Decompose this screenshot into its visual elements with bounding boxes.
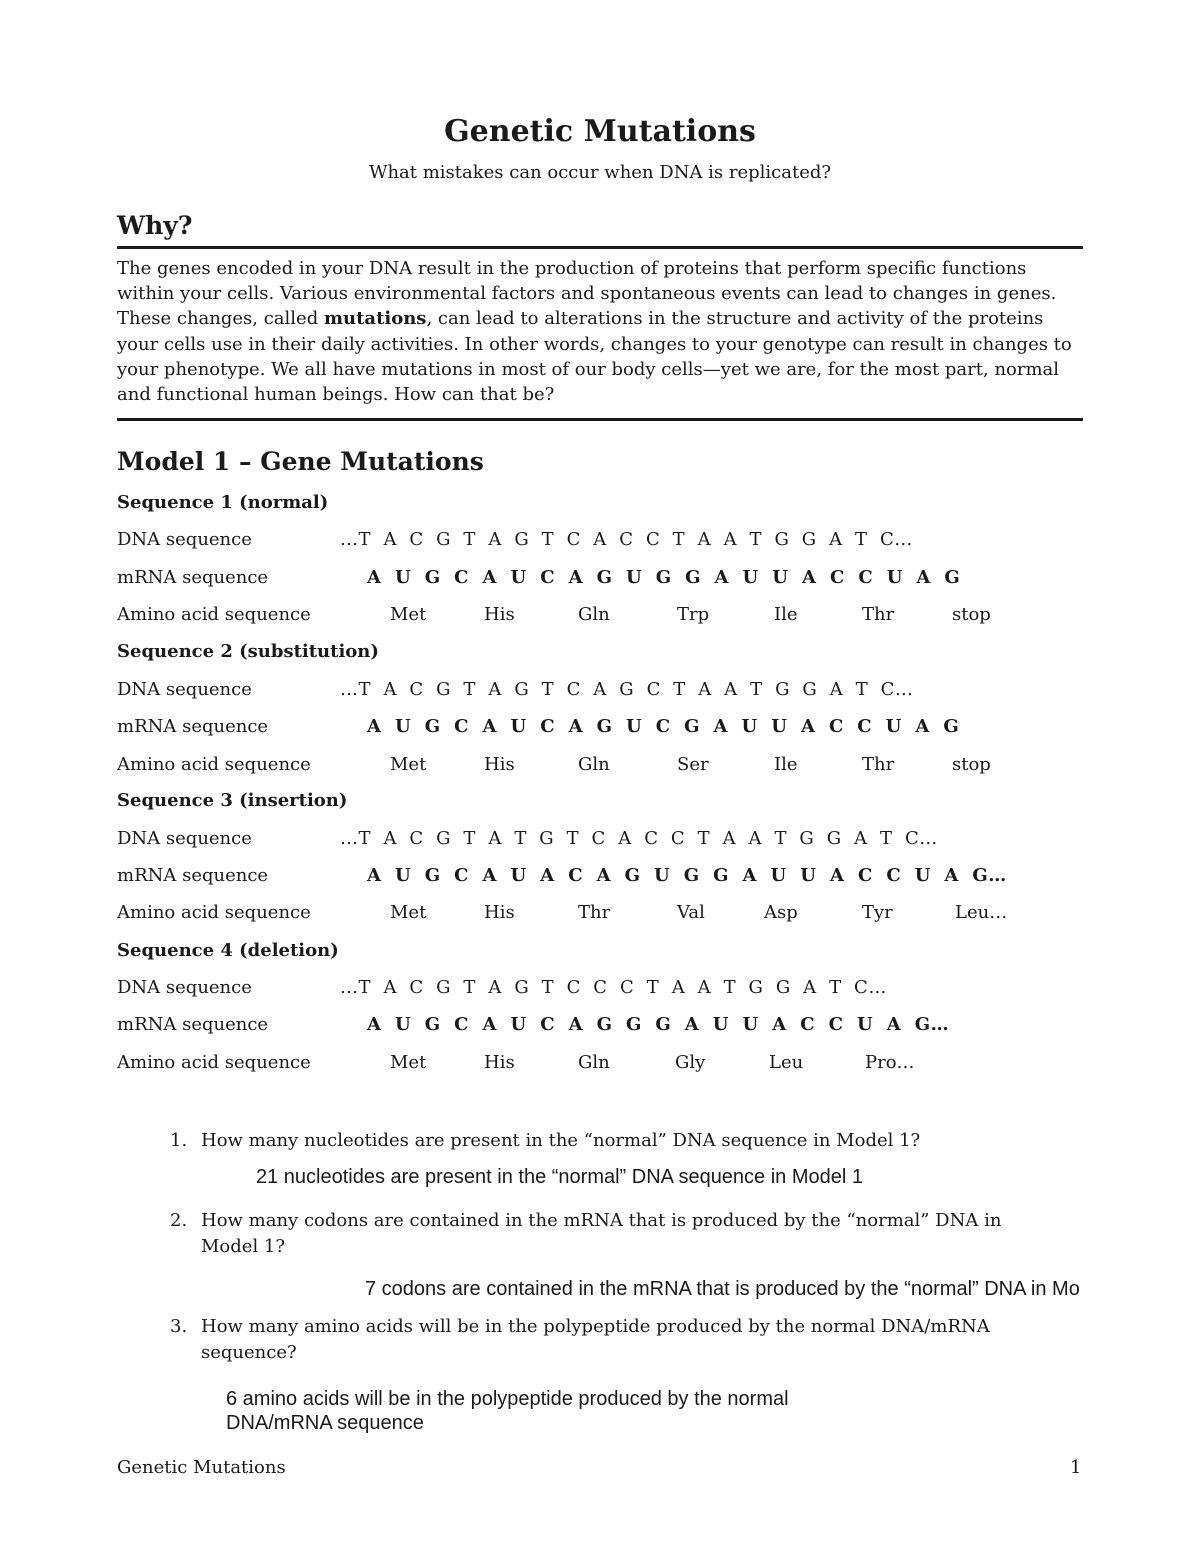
sequence-title: Sequence 2 (substitution) <box>117 641 379 662</box>
amino-acid: Met <box>390 604 427 625</box>
mrna-row-label: mRNA sequence <box>117 716 269 737</box>
question-text: How many codons are contained in the mRNA that is produced by the “normal” DNA in Model 1? <box>201 1210 1002 1257</box>
amino-acid: His <box>484 754 515 775</box>
sequence-title: Sequence 4 (deletion) <box>117 940 339 961</box>
amino-acid-row <box>117 902 1097 926</box>
question-number: 1. <box>170 1130 188 1151</box>
question-number: 3. <box>170 1316 188 1337</box>
answer-1[interactable]: 21 nucleotides are present in the “normal” DNA sequence in Model 1 <box>256 1166 864 1188</box>
footer-title: Genetic Mutations <box>117 1457 286 1478</box>
sequence-title: Sequence 3 (insertion) <box>117 790 348 811</box>
amino-acid: His <box>484 902 515 923</box>
amino-acid: Pro… <box>865 1052 915 1073</box>
mrna-row-label: mRNA sequence <box>117 1014 269 1035</box>
why-paragraph <box>117 256 1083 407</box>
dna-sequence: …T A C G T A G T C C C T A A T G G A T C… <box>340 977 887 998</box>
dna-row-label: DNA sequence <box>117 828 252 849</box>
dna-sequence: …T A C G T A G T C A C C T A A T G G A T C… <box>340 529 913 550</box>
amino-acid: Gln <box>578 1052 610 1073</box>
mrna-sequence: A U G C A U C A G U G G A U U A C C U A G <box>367 567 961 588</box>
amino-acid: Trp <box>677 604 710 625</box>
why-text-before: The genes encoded in your DNA result in the production of proteins that perform specific functions within your cells. Various environmental factors and spontaneous events can lead to changes in genes. These changes, called <box>117 258 1057 330</box>
dna-sequence: …T A C G T A T G T C A C C T A A T G G A T C… <box>340 828 938 849</box>
question-2 <box>0 1208 1200 1264</box>
amino-acid: stop <box>952 754 991 775</box>
amino-acid: His <box>484 1052 515 1073</box>
dna-row-label: DNA sequence <box>117 529 252 550</box>
question-number: 2. <box>170 1210 188 1231</box>
amino-acid: Ile <box>774 754 798 775</box>
sequence-title: Sequence 1 (normal) <box>117 492 329 513</box>
dna-row-label: DNA sequence <box>117 679 252 700</box>
amino-acid-row <box>117 754 1097 778</box>
amino-acid: Leu… <box>955 902 1008 923</box>
amino-acid: Leu <box>769 1052 804 1073</box>
amino-row-label: Amino acid sequence <box>117 754 311 775</box>
mrna-sequence: A U G C A U C A G G G A U U A C C U A G… <box>367 1014 950 1035</box>
amino-row-label: Amino acid sequence <box>117 1052 311 1073</box>
answer-3-line-2[interactable]: DNA/mRNA sequence <box>226 1412 424 1434</box>
mrna-row-label: mRNA sequence <box>117 567 269 588</box>
amino-acid: Gly <box>675 1052 706 1073</box>
amino-acid: His <box>484 604 515 625</box>
page-title: Genetic Mutations <box>444 114 756 149</box>
amino-acid: Tyr <box>862 902 893 923</box>
why-bold-term: mutations <box>323 308 427 330</box>
amino-acid: Ser <box>677 754 709 775</box>
amino-acid: Met <box>390 1052 427 1073</box>
question-text: How many nucleotides are present in the “normal” DNA sequence in Model 1? <box>201 1130 921 1151</box>
divider-bottom <box>117 418 1083 421</box>
amino-acid: Thr <box>862 754 895 775</box>
amino-acid: stop <box>952 604 991 625</box>
amino-acid: Thr <box>862 604 895 625</box>
page-subtitle: What mistakes can occur when DNA is replicated? <box>368 162 832 183</box>
why-text-after: , can lead to alterations in the structure and activity of the proteins your cells use in their daily activities. In other words, changes to your genotype can result in changes to your phenotype. We all have mutations in most of our body cells—yet we are, for the most part, normal and functional human beings. How can that be? <box>117 308 1072 406</box>
amino-acid: Met <box>390 754 427 775</box>
amino-acid: Thr <box>578 902 611 923</box>
answer-2[interactable]: 7 codons are contained in the mRNA that is produced by the “normal” DNA in Mo <box>365 1278 1080 1300</box>
amino-row-label: Amino acid sequence <box>117 604 311 625</box>
amino-acid: Asp <box>764 902 798 923</box>
amino-acid-row <box>117 1052 1097 1076</box>
dna-row-label: DNA sequence <box>117 977 252 998</box>
mrna-sequence: A U G C A U C A G U C G A U U A C C U A G <box>367 716 960 737</box>
divider-top <box>117 246 1083 249</box>
amino-acid: Gln <box>578 754 610 775</box>
dna-sequence: …T A C G T A G T C A G C T A A T G G A T C… <box>340 679 914 700</box>
amino-acid: Val <box>677 902 705 923</box>
amino-acid-row <box>117 604 1097 628</box>
amino-row-label: Amino acid sequence <box>117 902 311 923</box>
question-text: How many amino acids will be in the polypeptide produced by the normal DNA/mRNA sequence? <box>201 1316 990 1363</box>
mrna-row-label: mRNA sequence <box>117 865 269 886</box>
page-number: 1 <box>1070 1457 1082 1478</box>
amino-acid: Ile <box>774 604 798 625</box>
question-3 <box>0 1314 1200 1370</box>
mrna-sequence: A U G C A U A C A G U G G A U U A C C U A G… <box>367 865 1007 886</box>
question-1 <box>0 1128 1200 1158</box>
amino-acid: Met <box>390 902 427 923</box>
why-heading: Why? <box>117 211 193 240</box>
answer-3-line-1[interactable]: 6 amino acids will be in the polypeptide produced by the normal <box>226 1388 789 1410</box>
amino-acid: Gln <box>578 604 610 625</box>
model-heading: Model 1 – Gene Mutations <box>117 447 484 476</box>
